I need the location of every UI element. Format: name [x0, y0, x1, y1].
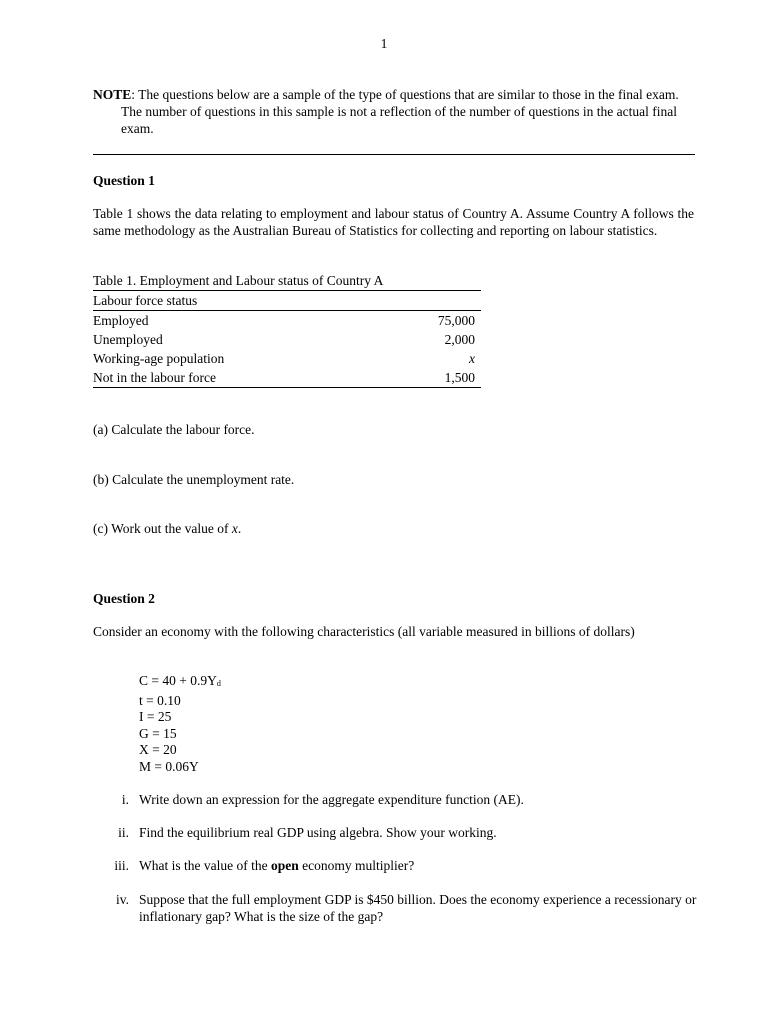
question-1-part-a: (a) Calculate the labour force. [93, 422, 255, 437]
equation-consumption-subscript: d [216, 679, 221, 688]
item-number: ii. [118, 825, 129, 840]
equation-consumption [139, 673, 221, 693]
item-number: iv. [116, 892, 129, 907]
question-1-part-c [93, 520, 241, 537]
equation-investment: I = 25 [139, 709, 172, 724]
table-caption: Table 1. Employment and Labour status of Country A [93, 273, 384, 288]
equations [139, 673, 221, 775]
equation-tax: t = 0.10 [139, 692, 181, 708]
question-2-title: Question 2 [93, 591, 155, 606]
horizontal-rule [93, 154, 695, 155]
item-text-start: What is the value of the [139, 858, 271, 873]
row-label: Employed [93, 313, 149, 328]
table-row [93, 311, 481, 331]
question-1-part-b: (b) Calculate the unemployment rate. [93, 472, 295, 487]
item-text [139, 857, 699, 874]
row-value: x [469, 351, 475, 366]
item-number: iii. [114, 858, 129, 873]
equation-consumption-main: C = 40 + 0.9Y [139, 673, 217, 688]
table-header-row [93, 291, 481, 311]
note-label: NOTE [93, 87, 132, 102]
item-text: Write down an expression for the aggregate expenditure function (AE). [139, 792, 524, 807]
employment-table [93, 272, 481, 388]
page-number: 1 [380, 36, 388, 51]
row-value: 1,500 [388, 368, 481, 388]
row-label: Not in the labour force [93, 368, 388, 388]
part-c-end: . [237, 521, 242, 536]
item-text-bold: open [270, 858, 299, 873]
note-paragraph [93, 86, 695, 137]
row-value: 75,000 [437, 313, 475, 328]
question-1-title: Question 1 [93, 173, 155, 188]
part-c-variable: x [231, 521, 238, 536]
row-label: Unemployed [93, 332, 163, 347]
equation-imports: M = 0.06Y [139, 758, 199, 774]
item-text-end: economy multiplier? [298, 858, 415, 873]
table-row [93, 349, 481, 368]
item-text: Find the equilibrium real GDP using algebra. Show your working. [139, 825, 497, 840]
table-row [93, 368, 481, 388]
question-1-intro: Table 1 shows the data relating to employment and labour status of Country A. Assume Country A follows the same methodology as the Australian Bureau of Statistics for collecting and reporting on labour statistics. [93, 206, 694, 238]
row-value: 2,000 [444, 332, 475, 347]
note-text: : The questions below are a sample of the type of questions that are similar to those in the final exam. The number of questions in this sample is not a reflection of the number of questions in the actual final exam. [121, 87, 679, 136]
row-label: Working-age population [93, 351, 225, 366]
item-text: Suppose that the full employment GDP is $450 billion. Does the economy experience a recessionary or inflationary gap? What is the size of the gap? [139, 892, 697, 924]
table-header: Labour force status [93, 291, 481, 311]
table-row [93, 330, 481, 349]
equation-exports: X = 20 [139, 742, 177, 757]
item-number: i. [121, 792, 129, 807]
part-c-text: (c) Work out the value of [93, 521, 232, 536]
question-2-intro: Consider an economy with the following characteristics (all variable measured in billions of dollars) [93, 624, 635, 639]
equation-government: G = 15 [139, 725, 177, 741]
